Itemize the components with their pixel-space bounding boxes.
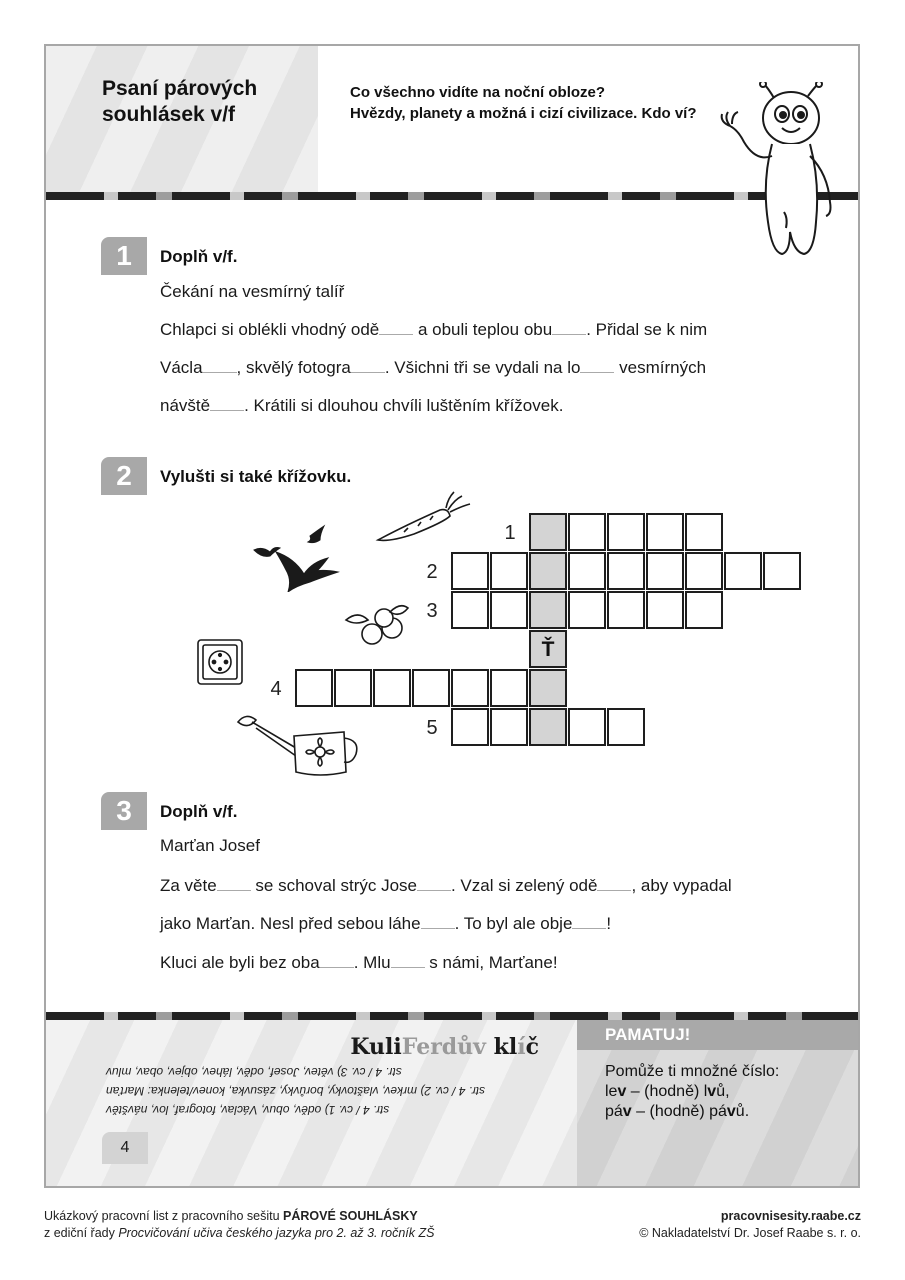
website-url[interactable]: pracovnisesity.raabe.cz: [720, 1209, 861, 1223]
key-title-part: Kuli: [350, 1034, 402, 1060]
crossword-cell[interactable]: [451, 708, 489, 746]
crossword-cell[interactable]: [607, 552, 645, 590]
exercise-2-instruction: Vylušti si také křížovku.: [160, 467, 352, 486]
text-fragment: Chlapci si oblékli vhodný odě: [160, 320, 380, 339]
crossword-cell[interactable]: [334, 669, 372, 707]
exercise-3-story-title: Marťan Josef: [160, 836, 260, 855]
key-title-part: č: [525, 1034, 539, 1060]
remember-text: le: [605, 1083, 618, 1100]
crossword-secret-cell[interactable]: [529, 708, 567, 746]
text-fragment: . Mlu: [353, 953, 391, 972]
fill-in-blank[interactable]: [391, 953, 425, 968]
exercise-1-instruction: Doplň v/f.: [160, 247, 238, 266]
crossword-cell[interactable]: [568, 552, 606, 590]
text-fragment: , skvělý fotogra: [236, 358, 351, 377]
cherries-picture: [342, 600, 412, 650]
header-intro: Co všechno vidíte na noční obloze? Hvězdy, planety a možná i cizí civilizace. Kdo ví?: [350, 84, 697, 122]
footer-text: Ukázkový pracovní list z pracovního sešitu: [44, 1209, 283, 1223]
remember-bold: v: [617, 1083, 627, 1100]
remember-line: Pomůže ti množné číslo:: [605, 1063, 780, 1080]
text-fragment: Za věte: [160, 876, 217, 895]
crossword-cell[interactable]: [412, 669, 450, 707]
text-fragment: s námi, Marťane!: [424, 953, 558, 972]
remember-text: pá: [605, 1103, 623, 1120]
remember-header: PAMATUJ!: [577, 1020, 858, 1050]
text-fragment: . To byl ale obje: [454, 914, 573, 933]
publication-note-line: [44, 1208, 434, 1225]
fill-in-blank[interactable]: [421, 914, 455, 929]
crossword-row-number: 5: [426, 717, 438, 739]
page-number: 4: [102, 1132, 148, 1164]
remember-bold: v: [707, 1083, 717, 1100]
crossword-row-number: 4: [270, 678, 282, 700]
crossword-cell[interactable]: [724, 552, 762, 590]
publication-note: [44, 1208, 434, 1242]
crossword-cell[interactable]: [451, 591, 489, 629]
key-title-part: kl: [485, 1034, 518, 1060]
answer-key-line: str. 4 / cv. 2) mrkev, vlaštovky, borůvky, zásuvka, konev/telenka: Marťan: [106, 1084, 486, 1098]
text-fragment: se schoval strýc Jose: [250, 876, 417, 895]
fill-in-blank[interactable]: [320, 953, 354, 968]
fill-in-blank[interactable]: [417, 876, 451, 891]
crossword-cell[interactable]: [568, 513, 606, 551]
crossword-cell[interactable]: [685, 513, 723, 551]
text-fragment: . Krátili si dlouhou chvíli luštěním křížovek.: [244, 396, 564, 415]
fill-in-blank[interactable]: [572, 914, 606, 929]
text-fragment: . Všichni tři se vydali na lo: [384, 358, 581, 377]
series-title: Procvičování učiva českého jazyka pro 2. až 3. ročník ZŠ: [118, 1226, 435, 1240]
crossword-cell[interactable]: [685, 552, 723, 590]
key-title-part: í: [517, 1034, 526, 1060]
crossword-cell[interactable]: [373, 669, 411, 707]
key-title-part: dův: [441, 1034, 486, 1060]
text-fragment: jako Marťan. Nesl před sebou láhe: [160, 914, 421, 933]
socket-picture: [196, 638, 244, 686]
crossword-row-number: 2: [426, 561, 438, 583]
crossword-cell[interactable]: [451, 552, 489, 590]
footer-text: z ediční řady: [44, 1226, 119, 1240]
crossword-cell[interactable]: [763, 552, 801, 590]
crossword-secret-cell[interactable]: [529, 669, 567, 707]
text-fragment: , aby vypadal: [631, 876, 732, 895]
remember-text: ů,: [716, 1083, 730, 1100]
remember-text: ů.: [735, 1103, 750, 1120]
exercise-2-number: 2: [101, 457, 147, 495]
crossword-cell[interactable]: [568, 708, 606, 746]
fill-in-blank[interactable]: [217, 876, 251, 891]
crossword-row-number: 1: [504, 522, 516, 544]
text-fragment: a obuli teplou obu: [413, 320, 553, 339]
crossword-secret-letter: Ť: [541, 638, 555, 661]
text-fragment: vesmírných: [614, 358, 707, 377]
remember-bold: v: [726, 1103, 736, 1120]
crossword-cell[interactable]: [490, 708, 528, 746]
text-fragment: Václa: [160, 358, 203, 377]
text-fragment: . Vzal si zelený odě: [450, 876, 598, 895]
fill-in-blank[interactable]: [597, 876, 631, 891]
page-title: Psaní párových souhlásek v/f: [102, 77, 258, 126]
text-fragment: . Přidal se k nim: [586, 320, 708, 339]
crossword-cell[interactable]: [568, 591, 606, 629]
exercise-1-number: 1: [101, 237, 147, 275]
text-fragment: Kluci ale byli bez oba: [160, 953, 320, 972]
remember-bold: v: [622, 1103, 632, 1120]
text-fragment: návště: [160, 396, 211, 415]
crossword-cell[interactable]: [607, 591, 645, 629]
key-title-part: Fer: [401, 1034, 442, 1060]
exercise-3-line-1: [160, 876, 732, 896]
remember-text: – (hodně) pá: [631, 1103, 727, 1120]
exercise-3-line-3: [160, 953, 558, 973]
crossword-cell[interactable]: [685, 591, 723, 629]
crossword-row-number: 3: [426, 600, 438, 622]
publisher-info: [639, 1208, 861, 1242]
exercise-3-instruction: Doplň v/f.: [160, 802, 238, 821]
carrot-picture: [374, 490, 474, 544]
website-link[interactable]: [639, 1208, 861, 1225]
crossword-cell[interactable]: [607, 708, 645, 746]
crossword-secret-cell[interactable]: [529, 552, 567, 590]
crossword-cell[interactable]: [646, 591, 684, 629]
workbook-title: PÁROVÉ SOUHLÁSKY: [283, 1209, 418, 1223]
crossword-cell[interactable]: [490, 552, 528, 590]
answer-key-line: str. 4 / cv. 1) oděv, obuv, Václav, fotograf, lov, návštěv: [106, 1103, 390, 1117]
exercise-3-line-2: [160, 914, 611, 934]
remember-text: – (hodně) l: [626, 1083, 708, 1100]
watering-can-picture: [234, 708, 364, 780]
crossword-cell[interactable]: [646, 513, 684, 551]
exercise-3-number: 3: [101, 792, 147, 830]
crossword-secret-cell[interactable]: [529, 513, 567, 551]
crossword-cell[interactable]: [490, 669, 528, 707]
publication-note-line: [44, 1225, 434, 1242]
answer-key-line: str. 4 / cv. 3) větev, Josef, oděv, láhev, objev, obav, mluv: [106, 1065, 402, 1079]
text-fragment: !: [606, 914, 612, 933]
crossword-cell[interactable]: [490, 591, 528, 629]
crossword-secret-cell[interactable]: [529, 591, 567, 629]
crossword-cell[interactable]: [646, 552, 684, 590]
copyright: © Nakladatelství Dr. Josef Raabe s. r. o.: [639, 1226, 861, 1240]
crossword-cell[interactable]: [451, 669, 489, 707]
swallows-picture: [248, 522, 344, 592]
crossword-cell[interactable]: [607, 513, 645, 551]
exercise-1-story-title: Čekání na vesmírný talíř: [160, 282, 345, 301]
crossword-cell[interactable]: [295, 669, 333, 707]
